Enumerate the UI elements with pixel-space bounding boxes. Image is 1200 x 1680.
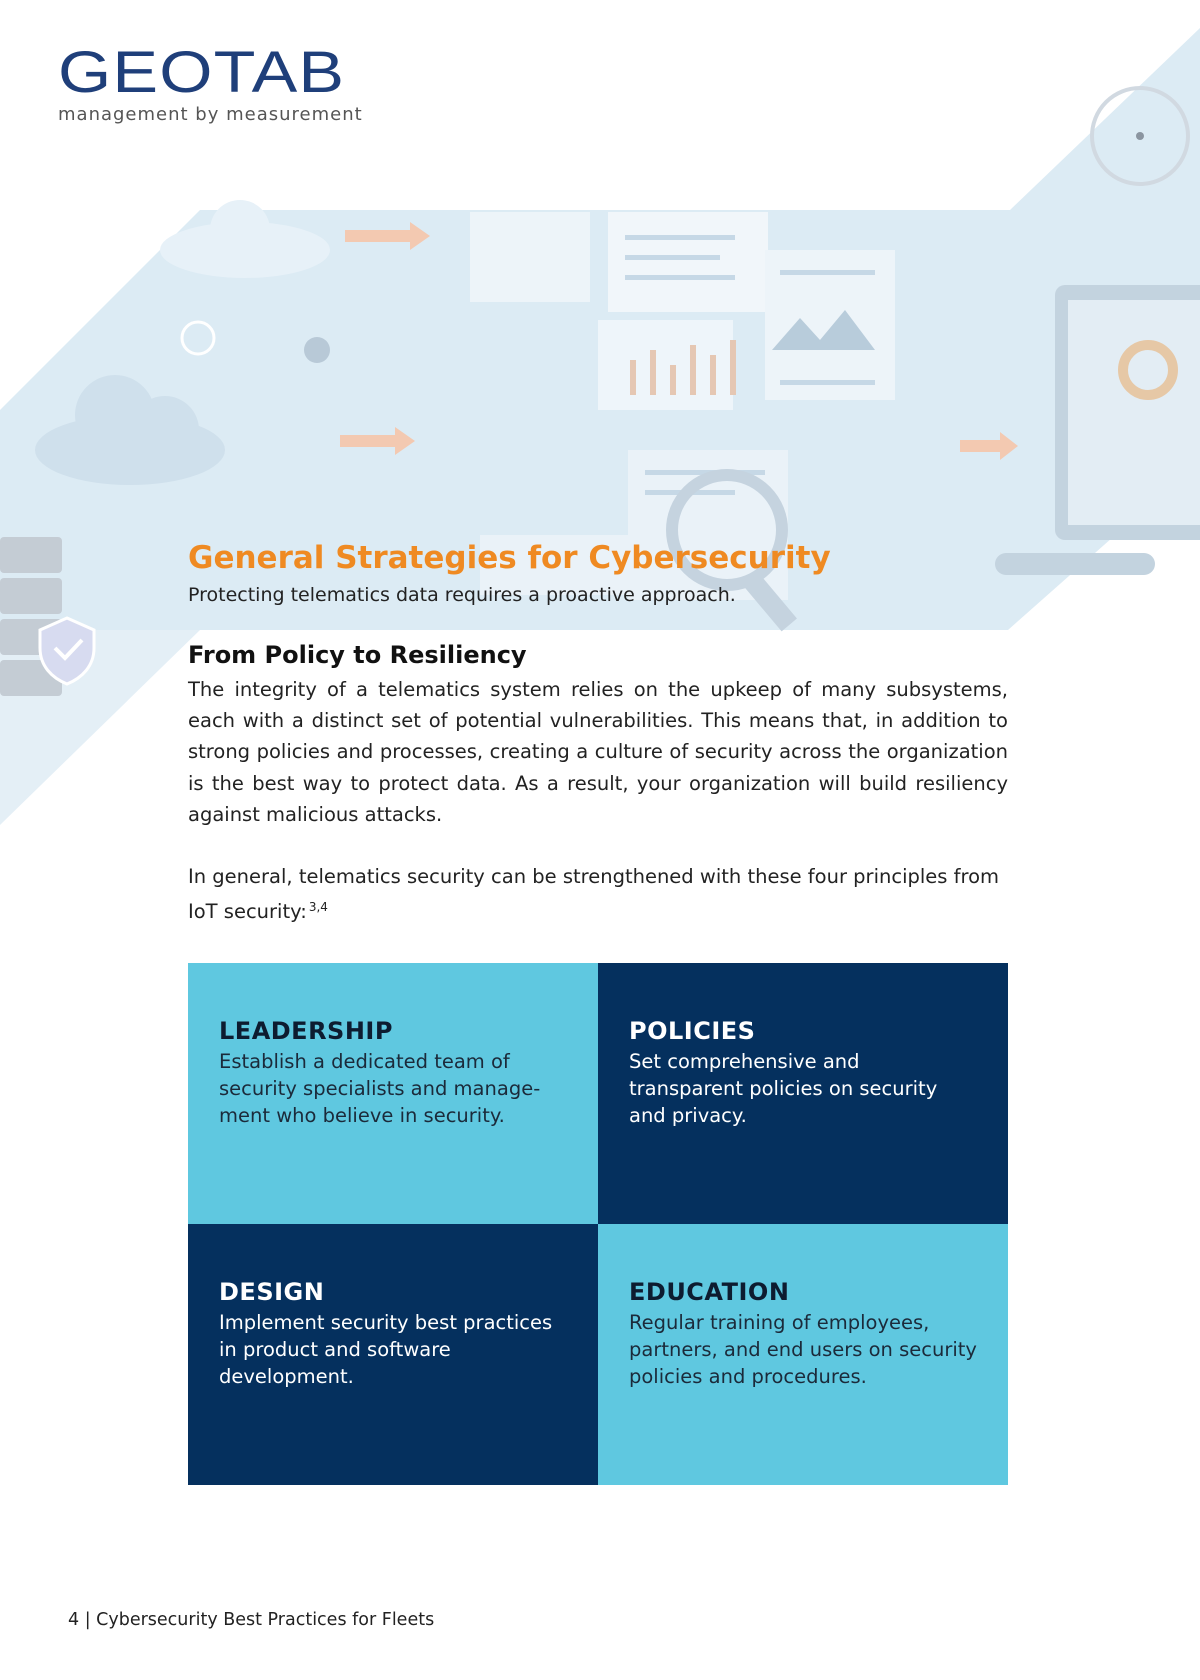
body-paragraph-1: The integrity of a telematics system relies on the upkeep of many subsystems, each with a distinct set of potential vulnerabilities. This means that, in addition to strong policies and processes, creating a culture of security across the organization is the best way to protect data. As a result, your organization will build resiliency against malicious attacks.: [188, 678, 1008, 826]
principle-title: LEADERSHIP: [219, 1017, 393, 1045]
section-heading: From Policy to Resiliency: [188, 641, 527, 669]
principle-text: Set comprehensive and transparent policies on security and privacy.: [629, 1050, 938, 1127]
principle-title: EDUCATION: [629, 1278, 790, 1306]
page-footer: 4 | Cybersecurity Best Practices for Fleets: [68, 1610, 435, 1630]
principle-text: Implement security best practices in product and software development.: [219, 1311, 553, 1388]
principle-tile-education: [598, 1224, 1008, 1485]
principle-tile-leadership: [188, 963, 598, 1224]
geotab-logo: [58, 40, 368, 125]
logo-wordmark: GEOTAB: [58, 40, 346, 105]
body-paragraph-2: [188, 861, 1008, 927]
logo-tagline: management by measurement: [58, 104, 363, 125]
page-title: General Strategies for Cybersecurity: [188, 540, 831, 576]
principle-tile-policies: [598, 963, 1008, 1224]
principle-text: Regular training of employees, partners, and end users on security policies and procedures.: [629, 1311, 977, 1388]
body-paragraph-2-text: In general, telematics security can be strengthened with these four principles from IoT security:: [188, 865, 1000, 924]
principle-title: DESIGN: [219, 1278, 325, 1306]
principle-text: Establish a dedicated team of security specialists and manage-ment who believe in security.: [219, 1050, 541, 1127]
principle-title: POLICIES: [629, 1017, 756, 1045]
principle-tile-design: [188, 1224, 598, 1485]
principles-grid: [188, 963, 1008, 1485]
page-subtitle: Protecting telematics data requires a proactive approach.: [188, 584, 736, 606]
footnote-reference: 3,4: [308, 900, 328, 915]
